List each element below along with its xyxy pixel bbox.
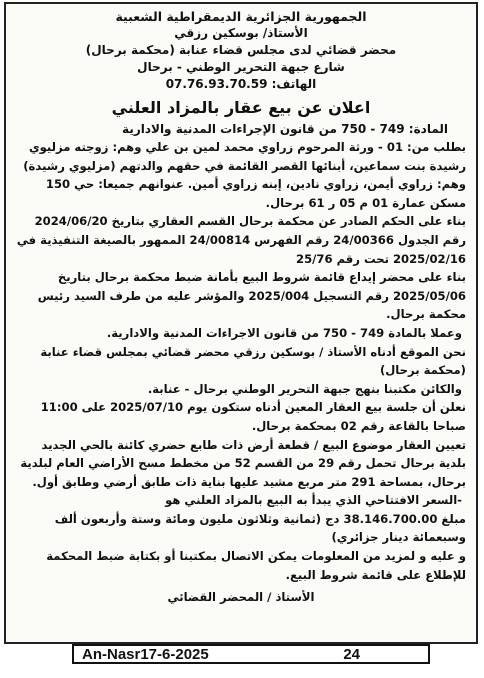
paragraph-judgment: بناء على الحكم الصادر عن محكمة برحال القسم العقاري بتاريخ 2024/06/20 رقم الجدول 24/00366 رقم الفهرس 24/00814 الممهور بالصيغة التنفيذية في 2025/02/16 تحت رقم 25/76	[16, 214, 466, 266]
legal-notice-box	[4, 2, 478, 644]
paragraph-contact-info: و عليه و لمزيد من المعلومات يمكن الاتصال بمكتبنا أو بكتابة ضبط المحكمة للإطلاع على قائمة شروط البيع.	[46, 549, 466, 582]
paragraph-legal-articles: وعملا بالمادة 749 - 750 من قانون الاجراءات المدنية والادارية.	[106, 325, 462, 340]
bailiff-office: محضر قضائي لدى مجلس قضاء عنابة (محكمة برحال)	[85, 43, 397, 57]
signature-line: الأستاذ / المحضر القضائي	[167, 590, 315, 605]
paragraph-requesters: بطلب من: 01 - ورثة المرحوم زراوي محمد لمين بن علي وهم: زوجته مزليوي رشيدة بنت سماعين، أبنائها القصر القائمة في حقهم والدتهم (مزليوي رشيدة) وهم: زراوي أيمن، زراوي نادين، إبنه زراوي أمين. عنوانهم جميعا: حي 150 مسكن عمارة 01 م 05 ر 61 برحال.	[23, 140, 466, 210]
paragraph-undersigned: نحن الموقع أدناه الأستاذ / بوسكين رزقي محضر قضائي بمجلس قضاء عنابة (محكمة برحال)	[40, 344, 466, 378]
notice-title: اعلان عن بيع عقار بالمزاد العلني	[111, 98, 371, 117]
phone-number: 07.76.93.70.59	[165, 77, 268, 91]
paragraph-opening-price-label: -السعر الافتتاحي الذي يبدأ به البيع بالمزاد العلني هو	[165, 493, 462, 508]
paragraph-office-location: والكائن مكتبنا بنهج جبهة التحرير الوطني برحال - عنابة.	[147, 381, 462, 396]
office-address: شارع جبهة التحرير الوطني - برحال	[137, 60, 345, 74]
paragraph-deposit: بناء على محضر إيداع قائمة شروط البيع بأمانة ضبط محكمة برحال بتاريخ 2025/05/06 رقم التسجيل 2025/004 والمؤشر عليه من طرف السيد رئيس محكمة برحال.	[37, 270, 466, 322]
phone-label: الهاتف:	[271, 77, 317, 91]
phone-line	[16, 76, 466, 93]
paragraph-opening-price-amount: مبلغ 38.146.700.00 دج (ثمانية وثلاثون مليون ومائة وستة وأربعون ألف وسبعمائة دينار جزائري)	[54, 511, 466, 545]
page-number: 24	[343, 645, 360, 663]
legal-basis: المادة: 749 - 750 من قانون الإجراءات المدنية والادارية	[122, 122, 448, 136]
publication-footer	[72, 644, 430, 664]
bailiff-name: الأستاذ/ بوسكين رزقي	[174, 26, 308, 40]
paragraph-session-date: نعلن أن جلسة بيع العقار المعين أدناه ستكون يوم 2025/07/10 على 11:00 صباحا بالقاعة رقم 02 بمحكمة برحال.	[40, 400, 466, 433]
publication-name-date: An-Nasr17-6-2025	[82, 645, 209, 663]
notice-content	[6, 4, 476, 611]
paragraph-property-description: تعيين العقار موضوع البيع / قطعة أرض ذات طابع حضري كائنة بالحي الجديد بلدية برحال تحمل رقم 29 من القسم 52 من مخطط مسح الأراضي العام لبلدية برحال، بمساحة 291 متر مربع مشيد عليها بناية ذات طابق أرضي وطابق أول.	[20, 437, 466, 489]
republic-heading: الجمهورية الجزائرية الديمقراطية الشعبية	[115, 9, 367, 24]
